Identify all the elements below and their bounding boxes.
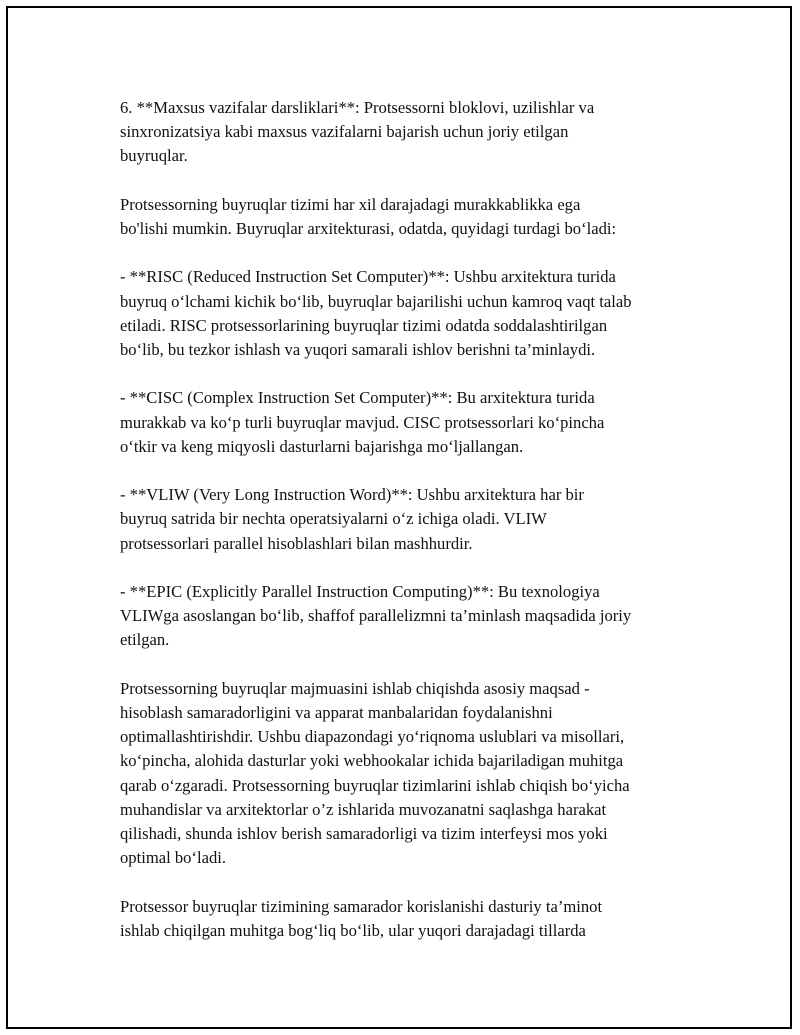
text-line: buyruq o‘lchami kichik bo‘lib, buyruqlar bajarilishi uchun kamroq vaqt talab [120,291,632,311]
text-line: o‘tkir va keng miqyosli dasturlarni bajarishga mo‘ljallangan. [120,436,524,456]
text-line: muhandislar va arxitektorlar o’z ishlarida muvozanatni saqlashga harakat [120,799,607,819]
paragraph-special-tasks [120,96,690,169]
text-line: qarab o‘zgaradi. Protsessorning buyruqlar tizimlarini ishlab chiqish bo‘yicha [120,775,630,795]
text-line: ko‘pincha, alohida dasturlar yoki webhookalar ichida bajariladigan muhitga [120,751,624,771]
document-body [120,96,690,967]
paragraph-epic [120,580,690,653]
text-line: Protsessorning buyruqlar majmuasini ishlab chiqishda asosiy maqsad - [120,678,590,698]
paragraph-risc [120,265,690,362]
text-line: buyruq satrida bir nechta operatsiyalarni o‘z ichiga oladi. VLIW [120,509,547,529]
paragraph-design-goal [120,677,690,871]
text-line: hisoblash samaradorligini va apparat manbalaridan foydalanishni [120,702,553,722]
text-line: - **VLIW (Very Long Instruction Word)**: Ushbu arxitektura har bir [120,485,584,505]
text-line: ishlab chiqilgan muhitga bog‘liq bo‘lib, ular yuqori darajadagi tillarda [120,920,586,940]
paragraph-vliw [120,483,690,556]
text-line: qilishadi, shunda ishlov berish samaradorligi va tizim interfeysi mos yoki [120,824,608,843]
text-line: buyruqlar. [120,146,188,166]
text-line: optimal bo‘ladi. [120,848,226,868]
text-line: 6. **Maxsus vazifalar darsliklari**: Protsessorni bloklovi, uzilishlar va [120,98,595,117]
text-line: protsessorlari parallel hisoblashlari bilan mashhurdir. [120,533,473,553]
text-line: optimallashtirishdir. Ushbu diapazondagi yo‘riqnoma uslublari va misollari, [120,727,625,747]
text-line: - **RISC (Reduced Instruction Set Computer)**: Ushbu arxitektura turida [120,267,616,287]
paragraph-cisc [120,386,690,459]
text-line: - **CISC (Complex Instruction Set Computer)**: Bu arxitektura turida [120,388,595,408]
text-line: Protsessor buyruqlar tizimining samarador korislanishi dasturiy ta’minot [120,896,603,916]
text-line: murakkab va ko‘p turli buyruqlar mavjud. CISC protsessorlari ko‘pincha [120,412,605,432]
text-line: VLIWga asoslangan bo‘lib, shaffof parallelizmni ta’minlash maqsadida joriy [120,606,632,626]
text-line: sinxronizatsiya kabi maxsus vazifalarni bajarish uchun joriy etilgan [120,122,569,142]
text-line: etiladi. RISC protsessorlarining buyruqlar tizimi odatda soddalashtirilgan [120,315,608,335]
text-line: - **EPIC (Explicitly Parallel Instruction Computing)**: Bu texnologiya [120,581,600,601]
page-frame [6,6,792,1029]
text-line: bo'lishi mumkin. Buyruqlar arxitekturasi, odatda, quyidagi turdagi bo‘ladi: [120,219,617,238]
paragraph-software-environment [120,895,690,943]
text-line: etilgan. [120,630,170,650]
text-line: Protsessorning buyruqlar tizimi har xil darajadagi murakkablikka ega [120,194,581,214]
text-line: bo‘lib, bu tezkor ishlash va yuqori samarali ishlov berishni ta’minlaydi. [120,340,596,359]
paragraph-instruction-set-intro [120,193,690,241]
